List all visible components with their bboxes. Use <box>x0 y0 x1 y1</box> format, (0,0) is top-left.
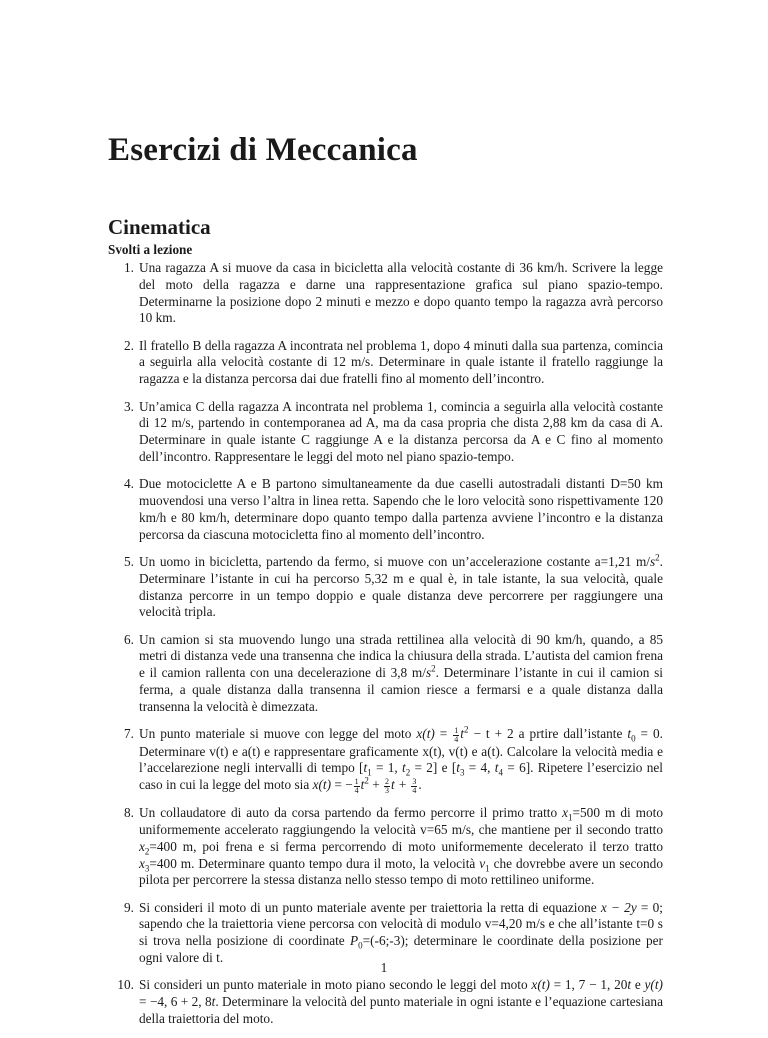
problem-number: 8. <box>124 805 134 821</box>
problem-item <box>108 338 663 388</box>
math-formula: x(t) <box>312 777 332 793</box>
problem-item <box>108 399 663 466</box>
problem-item <box>108 726 663 795</box>
fraction: $\frac{1}{4}$ <box>454 725 459 744</box>
math-formula: y(t) <box>644 977 663 993</box>
problem-item <box>108 977 663 1027</box>
problem-text: Un collaudatore di auto da corsa partendo da fermo percorre il primo tratto $x_1=500$ m di moto uniformemente accelerato raggiungendo la velocità v=65 m/s, che mantiene per il secondo tratto $x_2=400$ m, poi frena e si ferma percorrendo di moto uniformemente decelerato il terzo tratto $x_3=400$ m. Determinare quanto tempo dura il moto, la velocità $v_1$ che dovrebbe avere un secondo pilota per percorrere la stessa distanza nello stesso tempo di moto rettilineo uniforme. <box>139 805 663 888</box>
problem-text: Un punto materiale si muove con legge del moto x(t) = $\frac{1}{4}$ $t^2 - t + 2$ a prtire dall’istante $t_0 = 0$. Determinare v(t) e a(t) e rappresentare graficamente x(t), v(t) e a(t). Calcolare la velocità media e l’accelarezione negli intervalli di tempo [$t_1 = 1$, $t_2 = 2$] e [$t_3 = 4$, $t_4 = 6$]. Ripetere l’esercizio nel caso in cui la legge del moto sia x(t) = − $\frac{1}{4}$ $t^2$ + $\frac{2}{3}$ t + $\frac{3}{4}$ . <box>139 724 663 795</box>
problem-text: Un camion si sta muovendo lungo una strada rettilinea alla velocità di 90 km/h, quando, a 85 metri di distanza vede una transenna che indica la chiusura della strada. L’autista del camion frena e il camion rallenta con una decelerazione di 3,8 $m/s^2$. Determinare l’istante in cui il camion si ferma, a quale distanza dalla transenna il camion riesce a fermarsi e a quale distanza dalla transenna la velocità è dimezzata. <box>139 631 664 714</box>
math-formula: x(t) <box>531 977 550 993</box>
problem-text: Due motociclette A e B partono simultaneamente da due caselli autostradali distanti D=50 km muovendosi una verso l’altra in linea retta. Sapendo che le loro velocità sono rispettivamente 120 km/h e 80 km/h, determinare dopo quanto tempo dalla partenza avviene l’incontro e la distanza percorsa da ciascuna motocicletta fino al momento dell’incontro. <box>139 476 663 542</box>
problem-text: Si consideri il moto di un punto materiale avente per traiettoria la retta di equazione x − 2y = 0; sapendo che la traiettoria viene percorsa con velocità di modulo v=4,20 m/s e che all’istante t=0 s si trova nella posizione di coordinate $P_0=(-6;-3)$; determinare le coordinate della posizione per ogni valore di t. <box>139 899 663 965</box>
problem-number: 6. <box>124 631 134 647</box>
problem-number: 10. <box>117 977 134 993</box>
problem-text: Si consideri un punto materiale in moto piano secondo le leggi del moto x(t) = 1, 7 − 1, 20t e y(t) = −4, 6 + 2, 8t. Determinare la velocità del punto materiale in ogni istante e l’equazione cartesiana della traiettoria del moto. <box>139 977 663 1026</box>
problem-text: Un’amica C della ragazza A incontrata nel problema 1, comincia a seguirla alla velocità costante di 12 m/s, partendo in contemporanea ad A, ma da casa propria che dista 2,88 km da casa di A. Determinare in quale istante C raggiunge A e la distanza percorsa da A e C fino al momento dell’incontro. Rappresentare le leggi del moto nel piano spazio-tempo. <box>139 398 663 464</box>
problem-number: 9. <box>124 899 134 915</box>
problem-item <box>108 554 663 621</box>
problem-text: Il fratello B della ragazza A incontrata nel problema 1, dopo 4 minuti dalla sua partenza, comincia a seguirla alla velocità costante di 12 m/s. Determinare in quale istante il fratello raggiunge la ragazza e la distanza percorsa dai due fratelli fino al momento dell’incontro. <box>139 337 663 387</box>
problem-number: 3. <box>124 398 134 414</box>
problem-item <box>108 260 663 327</box>
problem-number: 7. <box>124 726 134 742</box>
page-number: 1 <box>380 960 388 975</box>
fraction: $\frac{1}{4}$ <box>354 776 359 795</box>
section-heading: Cinematica <box>108 215 211 239</box>
problem-item <box>108 632 663 716</box>
fraction: $\frac{3}{4}$ <box>412 776 417 795</box>
problem-number: 5. <box>124 553 134 569</box>
problem-text: Un uomo in bicicletta, partendo da fermo, si muove con un’accelerazione costante a=1,21 $m/s^2$. Determinare l’istante in cui ha percorso 5,32 m e qual è, in tale istante, la sua velocità, quale distanza percorre in un tempo doppio e quale distanza deve percorrere per raggiungere una velocità tripla. <box>139 552 663 620</box>
subsection-heading: Svolti a lezione <box>108 242 193 257</box>
problem-item <box>108 476 663 543</box>
problem-item <box>108 900 663 967</box>
math-formula: x(t) <box>416 726 435 742</box>
fraction: $\frac{2}{3}$ <box>385 776 390 795</box>
problem-list <box>108 260 663 1038</box>
problem-number: 2. <box>124 337 134 353</box>
problem-item <box>108 805 663 889</box>
problem-text: Una ragazza A si muove da casa in bicicletta alla velocità costante di 36 km/h. Scrivere la legge del moto della ragazza e darne una rappresentazione grafica sul piano spazio-tempo. Determinarne la posizione dopo 2 minuti e mezzo e dopo quanto tempo la ragazza avrà percorso 10 km. <box>139 260 663 326</box>
problem-number: 4. <box>124 476 134 492</box>
document-title: Esercizi di Meccanica <box>108 132 418 168</box>
problem-number: 1. <box>124 260 134 275</box>
math-formula: x − 2y <box>600 899 637 915</box>
